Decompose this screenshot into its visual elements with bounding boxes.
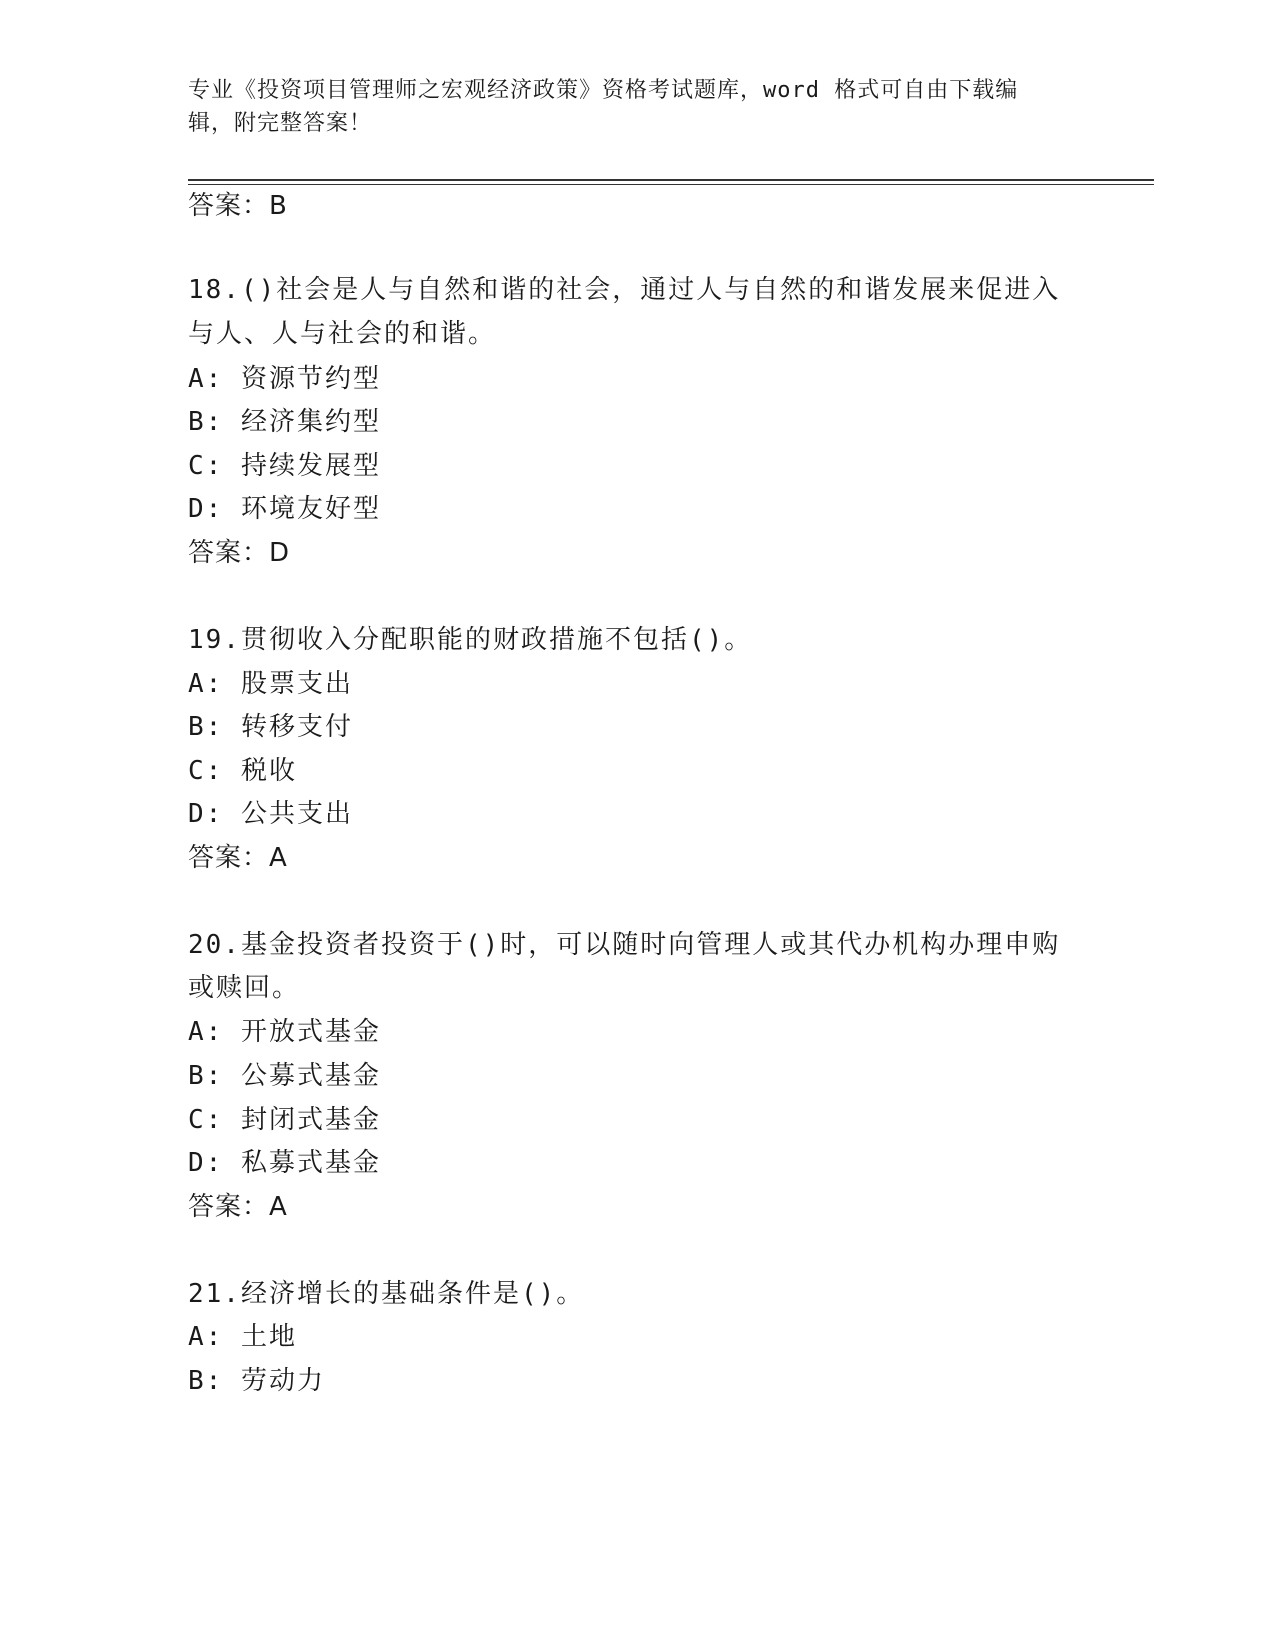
question-19-stem-line-1: 19.贯彻收入分配职能的财政措施不包括()。	[188, 625, 753, 655]
question-20-option-d: D: 私募式基金	[188, 1148, 381, 1178]
question-21-stem-line-1: 21.经济增长的基础条件是()。	[188, 1279, 585, 1309]
header-note-line-2: 辑，附完整答案！	[188, 111, 373, 136]
answer-17: 答案：B	[188, 191, 288, 221]
question-18-option-d: D: 环境友好型	[188, 494, 381, 524]
question-21-option-b: B: 劳动力	[188, 1366, 325, 1396]
answer-20: 答案：A	[188, 1192, 288, 1222]
header-note-line-1: 专业《投资项目管理师之宏观经济政策》资格考试题库，word 格式可自由下载编	[188, 78, 1019, 103]
question-18-option-b: B: 经济集约型	[188, 407, 381, 437]
question-18-option-a: A: 资源节约型	[188, 364, 381, 394]
header-divider-thin	[188, 184, 1154, 185]
question-20-option-c: C: 封闭式基金	[188, 1105, 381, 1135]
question-18-stem-line-2: 与人、人与社会的和谐。	[188, 319, 497, 349]
question-20-stem-line-1: 20.基金投资者投资于()时，可以随时向管理人或其代办机构办理申购	[188, 930, 1061, 960]
question-20-option-a: A: 开放式基金	[188, 1017, 381, 1047]
question-18-stem-line-1: 18.()社会是人与自然和谐的社会，通过人与自然的和谐发展来促进入	[188, 275, 1061, 305]
question-21-option-a: A: 土地	[188, 1322, 297, 1352]
question-19-option-a: A: 股票支出	[188, 669, 353, 699]
header-divider-thick	[188, 179, 1154, 181]
question-19-option-d: D: 公共支出	[188, 799, 353, 829]
document-header-note	[188, 74, 1068, 140]
answer-18: 答案：D	[188, 538, 291, 568]
answer-19: 答案：A	[188, 843, 288, 873]
question-20-stem-line-2: 或赎回。	[188, 973, 301, 1003]
question-19-option-c: C: 税收	[188, 756, 297, 786]
question-19-option-b: B: 转移支付	[188, 712, 353, 742]
question-18-option-c: C: 持续发展型	[188, 451, 381, 481]
question-20-option-b: B: 公募式基金	[188, 1061, 381, 1091]
